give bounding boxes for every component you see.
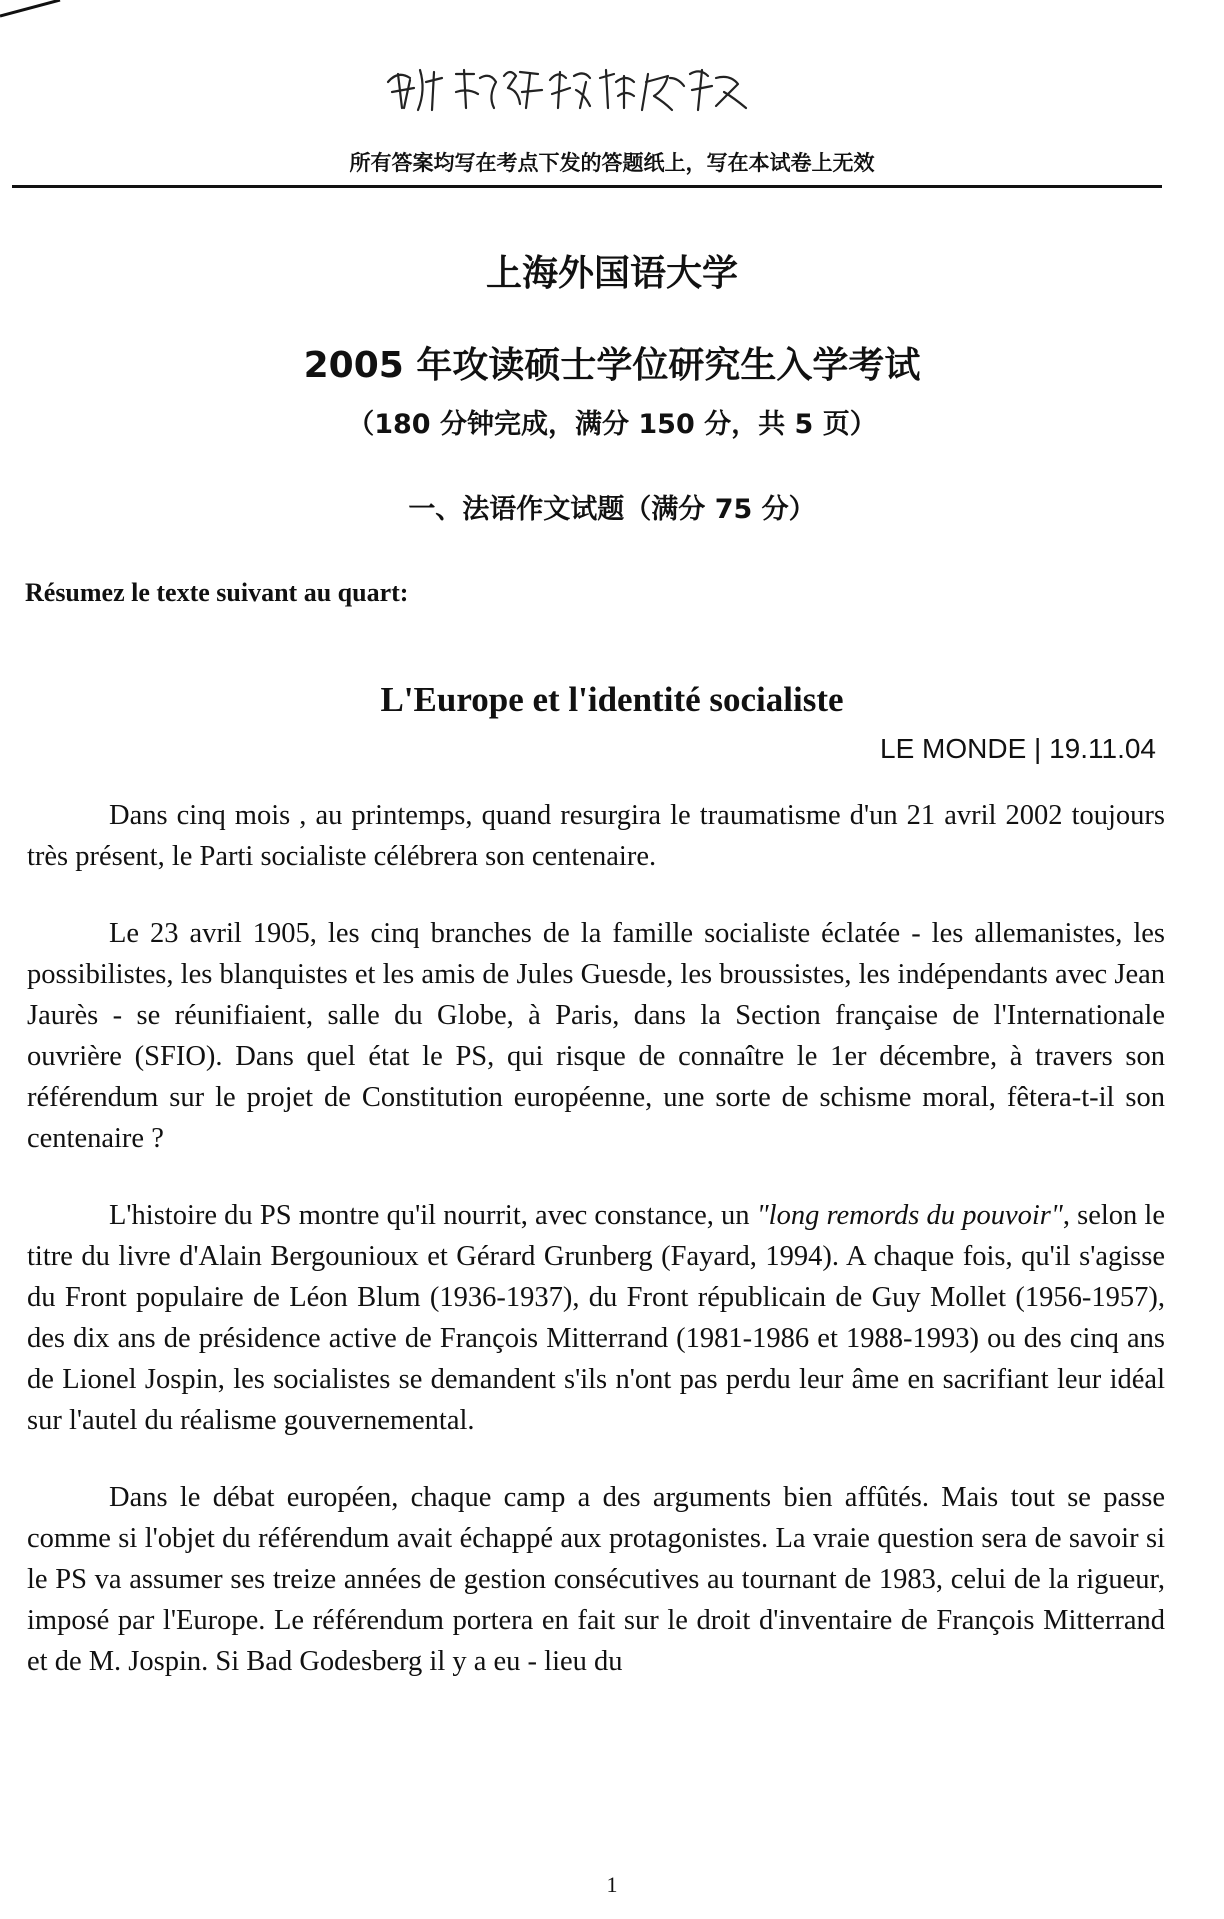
paragraph-text: L'histoire du PS montre qu'il nourrit, avec constance, un [109, 1200, 757, 1231]
exam-duration-info: （180 分钟完成，满分 150 分，共 5 页） [347, 409, 877, 440]
book-title-quote: "long remords du pouvoir" [756, 1200, 1063, 1231]
article-paragraph: Dans cinq mois , au printemps, quand resurgira le traumatisme d'un 21 avril 2002 toujours très présent, le Parti socialiste célébrera son centenaire. [27, 800, 1165, 872]
article-paragraph: Le 23 avril 1905, les cinq branches de la famille socialiste éclatée - les allemanistes, les possibilistes, les blanquistes et les amis de Jules Guesde, les broussistes, les indépendants avec Jean Jaurès - se réunifiaient, salle du Globe, à Paris, dans la Section française de l'Internationale ouvrière (SFIO). Dans quel état le PS, qui risque de connaître le 1er décembre, à travers son référendum sur le projet de Constitution européenne, une sorte de schisme moral, fêtera-t-il son centenaire ? [27, 918, 1165, 1154]
university-title: 上海外国语大学 [485, 253, 738, 294]
article-title: L'Europe et l'identité socialiste [380, 680, 844, 719]
exam-instruction: Résumez le texte suivant au quart: [25, 578, 409, 607]
paragraph-text: , selon le titre du livre d'Alain Bergounioux et Gérard Grunberg (Fayard, 1994). A chaque fois, qu'il s'agisse du Front populaire de Léon Blum (1936-1937), du Front républicain de Guy Mollet (1956-1957), des dix ans de présidence active de François Mitterrand (1981-1986 et 1988-1993) ou des cinq ans de Lionel Jospin, les socialistes se demandent s'ils n'ont pas perdu leur âme en sacrifiant leur idéal sur l'autel du réalisme gouvernemental. [27, 1200, 1165, 1436]
page-number: 1 [606, 1872, 618, 1897]
article-paragraph: Dans le débat européen, chaque camp a des arguments bien affûtés. Mais tout se passe comme si l'objet du référendum avait échappé aux protagonistes. La vraie question sera de savoir si le PS va assumer ses treize années de gestion consécutives au tournant de 1983, celui de la rigueur, imposé par l'Europe. Le référendum portera en fait sur le droit d'inventaire de François Mitterrand et de M. Jospin. Si Bad Godesberg il y a eu - lieu du [27, 1482, 1165, 1677]
answer-sheet-notice: 所有答案均写在考点下发的答题纸上，写在本试卷上无效 [349, 151, 875, 175]
header-divider [12, 185, 1162, 188]
article-body [27, 795, 1165, 1718]
section-title: 一、法语作文试题（满分 75 分） [408, 494, 816, 525]
article-source: LE MONDE | 19.11.04 [880, 733, 1156, 764]
corner-scan-mark [0, 0, 80, 20]
handwritten-subject-note [380, 52, 760, 122]
article-paragraph-with-quote [27, 1195, 1165, 1441]
exam-title: 2005 年攻读硕士学位研究生入学考试 [303, 345, 921, 386]
handwritten-signature-image [380, 52, 760, 122]
